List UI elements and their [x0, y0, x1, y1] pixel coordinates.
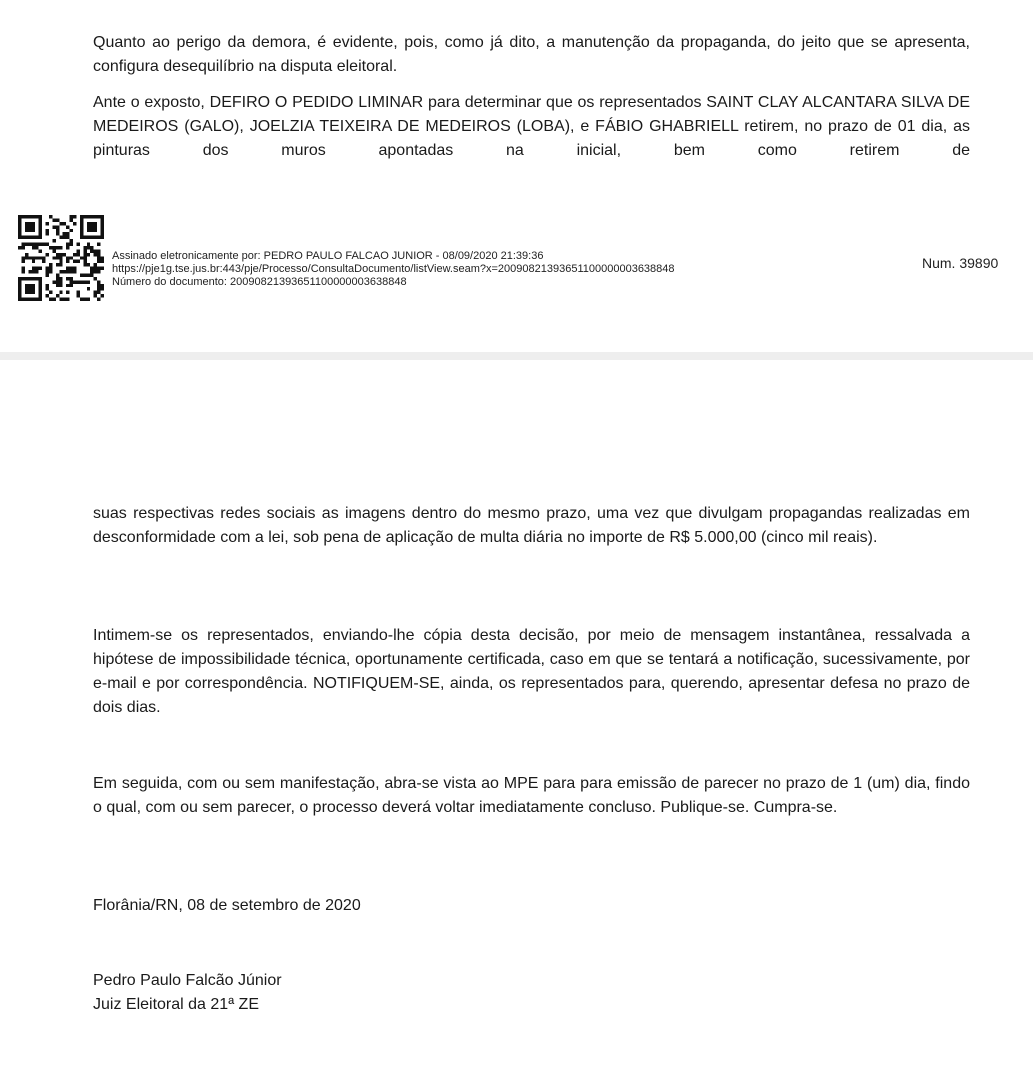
place-date: Florânia/RN, 08 de setembro de 2020 [93, 897, 361, 914]
document-url-line: https://pje1g.tse.jus.br:443/pje/Processo/ConsultaDocumento/listView.seam?x=20090821393651100000003638848 [112, 263, 675, 275]
qr-code-icon [18, 215, 104, 301]
paragraph-dispositivo: Ante o exposto, DEFIRO O PEDIDO LIMINAR para determinar que os representados SAINT CLAY ALCANTARA SILVA DE MEDEIROS (GALO), JOELZIA TEIXEIRA DE MEDEIROS (LOBA), e FÁBIO GHABRIELL retirem, no prazo de 01 dia, as pinturas dos muros apontadas na inicial, bem como retirem de [93, 94, 970, 159]
paragraph-intimem-se: Intimem-se os representados, enviando-lhe cópia desta decisão, por meio de mensagem instantânea, ressalvada a hipótese de impossibilidade técnica, oportunamente certificada, caso em que se tentará a notificação, sucessivamente, por e-mail e por correspondência. NOTIFIQUEM-SE, ainda, os representados para, querendo, apresentar defesa no prazo de dois dias. [93, 627, 970, 716]
paragraph-perigo-demora: Quanto ao perigo da demora, é evidente, pois, como já dito, a manutenção da propaganda, do jeito que se apresenta, configura desequilíbrio na disputa eleitoral. [93, 34, 970, 75]
page-separator [0, 352, 1033, 360]
document-num-label: Num. 39890 [922, 255, 999, 271]
signature-name: Pedro Paulo Falcão Júnior [93, 972, 282, 989]
signature-title: Juiz Eleitoral da 21ª ZE [93, 996, 259, 1013]
document-number-line: Número do documento: 20090821393651100000003638848 [112, 276, 407, 288]
document-page-1 [0, 0, 1033, 352]
paragraph-redes-sociais: suas respectivas redes sociais as imagens dentro do mesmo prazo, uma vez que divulgam propagandas realizadas em desconformidade com a lei, sob pena de aplicação de multa diária no importe de R$ 5.000,00 (cinco mil reais). [93, 505, 970, 546]
paragraph-em-seguida: Em seguida, com ou sem manifestação, abra-se vista ao MPE para para emissão de parecer no prazo de 1 (um) dia, findo o qual, com ou sem parecer, o processo deverá voltar imediatamente concluso. Publique-se. Cumpra-se. [93, 775, 970, 816]
signed-by-line: Assinado eletronicamente por: PEDRO PAULO FALCAO JUNIOR - 08/09/2020 21:39:36 [112, 250, 544, 262]
signature-stamp [112, 250, 675, 289]
